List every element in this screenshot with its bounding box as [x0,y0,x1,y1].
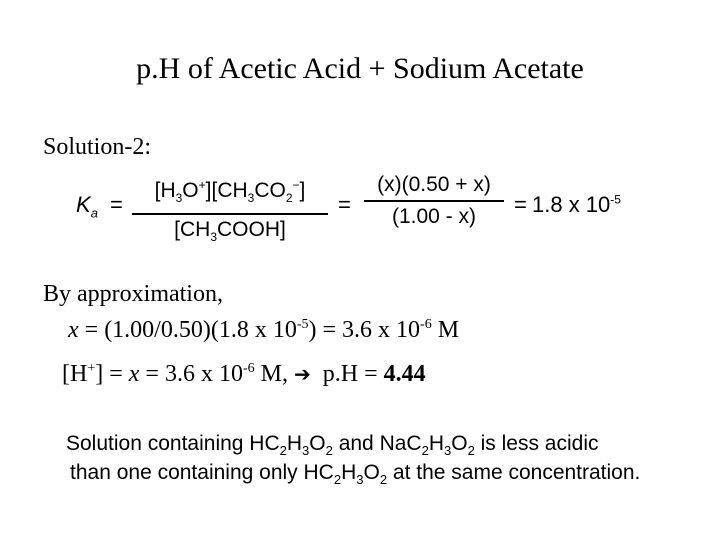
conclusion-line-2: than one containing only $HC_2H_3O_2$ at the same concentration. [70,461,641,488]
equals-sign-1: = [110,192,123,217]
ka-symbol: $K_a$ [76,192,98,221]
fraction-numerator: $[H_3O^+][CH_3CO_2^-]$ [154,178,306,206]
x-fraction [364,172,504,230]
ka-equation [76,172,636,242]
fraction-denominator: $[CH_3COOH]$ [174,217,286,244]
x-fraction-denominator: (1.00 - x) [391,204,477,228]
solution-label: Solution-2: [43,134,152,160]
concentration-fraction [132,172,328,250]
ka-value: 1.8 x $10^{-5}$ [532,192,621,217]
fraction-bar [132,213,328,215]
slide-title: p.H of Acetic Acid + Sodium Acetate [136,52,584,85]
equals-sign-3: = [514,192,527,217]
fraction-bar [364,200,504,202]
conclusion-line-1: Solution containing $HC_2H_3O_2$ and $NaC_2H_3O_2$ is less acidic [66,432,599,459]
right-arrow-icon: ➔ [293,362,311,386]
equals-sign-2: = [338,192,351,217]
ph-value: 4.44 [383,361,426,387]
ph-calculation: [H+] = x = 3.6 x $10^{-6}$ M, ➔ p.H = 4.44 [62,361,426,387]
x-calculation: x = (1.00/0.50)(1.8 x $10^{-5}) = 3.6$ x $10^{-6}$ M [68,317,460,343]
approximation-label: By approximation, [43,281,223,307]
x-fraction-numerator: (x)(0.50 + x) [377,173,491,196]
